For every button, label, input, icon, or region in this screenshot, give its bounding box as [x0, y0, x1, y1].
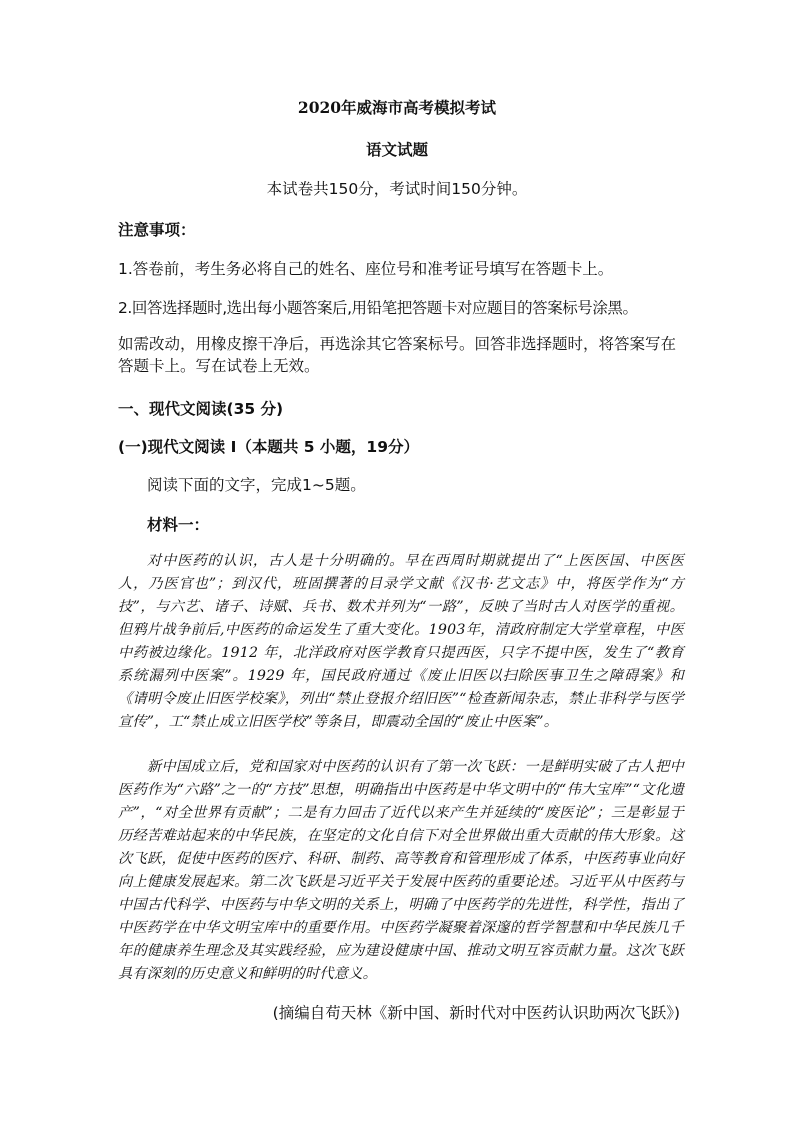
section-heading: 一、现代文阅读(35 分): [118, 400, 284, 418]
notice-item-1: 1.答卷前，考生务必将自己的姓名、座位号和准考证号填写在答题卡上。: [118, 260, 614, 278]
material-source: (摘编自苟天林《新中国、新时代对中医药认识助两次飞跃》): [272, 1004, 680, 1022]
notice-item-3: 如需改动，用橡皮擦干净后，再选涂其它答案标号。回答非选择题时，将答案写在答题卡上。写在试卷上无效。: [118, 335, 677, 375]
reading-instruction: 阅读下面的文字，完成1~5题。: [147, 476, 366, 494]
material-paragraph-1: 对中医药的认识，古人是十分明确的。早在西周时期就提出了“上医医国、中医医人，乃医官也”；到汉代，班固撰著的目录学文献《汉书·艺文志》中，将医学作为“方技”，与六艺、诸子、诗赋、兵书、数术并列为“一路”，反映了当时古人对医学的重视。但鸦片战争前后,中医药的命运发生了重大变化。1903年，清政府制定大学堂章程，中医中药被边缘化。1912 年，北洋政府对医学教育只提西医，只字不提中医，发生了“教育系统漏列中医案”。1929 年，国民政府通过《废止旧医以扫除医事卫生之障碍案》和《请明令废止旧医学校案》，列出“禁止登报介绍旧医”“检查新闻杂志，禁止非科学与医学宣传”，工“禁止成立旧医学校”等条目，即震动全国的“废止中医案”。: [118, 553, 684, 730]
material-label: 材料一：: [147, 516, 210, 534]
exam-info: 本试卷共150分，考试时间150分钟。: [266, 180, 528, 198]
notice-item-2: 2.回答选择题时,选出每小题答案后,用铅笔把答题卡对应题目的答案标号涂黑。: [118, 299, 638, 317]
subject-title: 语文试题: [365, 140, 428, 159]
exam-title: 2020年威海市高考模拟考试: [297, 98, 497, 117]
notice-heading: 注意事项：: [118, 221, 196, 239]
material-paragraph-2: 新中国成立后，党和国家对中医药的认识有了第一次飞跃：一是鲜明实破了古人把中医药作为“六路”之一的“方技”思想，明确指出中医药是中华文明中的“伟大宝库”“文化遗产”，“对全世界有贡献”；二是有力回击了近代以来产生并延续的“废医论”；三是彰显于历经苦难站起来的中华民族，在坚定的文化自信下对全世界做出重大贡献的伟大形象。这次飞跃，促使中医药的医疗、科研、制药、高等教育和管理形成了体系，中医药事业向好向上健康发展起来。第二次飞跃是习近平关于发展中医药的重要论述。习近平从中医药与中国古代科学、中医药与中华文明的关系上，明确了中医药学的先进性，科学性，指出了中医药学在中华文明宝库中的重要作用。中医药学凝聚着深邃的哲学智慧和中华民族几千年的健康养生理念及其实践经验，应为建设健康中国、推动文明互容贡献力量。这次飞跃具有深刻的历史意义和鲜明的时代意义。: [118, 759, 684, 982]
sub-section-heading: (一)现代文阅读 I（本题共 5 小题，19分）: [118, 438, 419, 456]
